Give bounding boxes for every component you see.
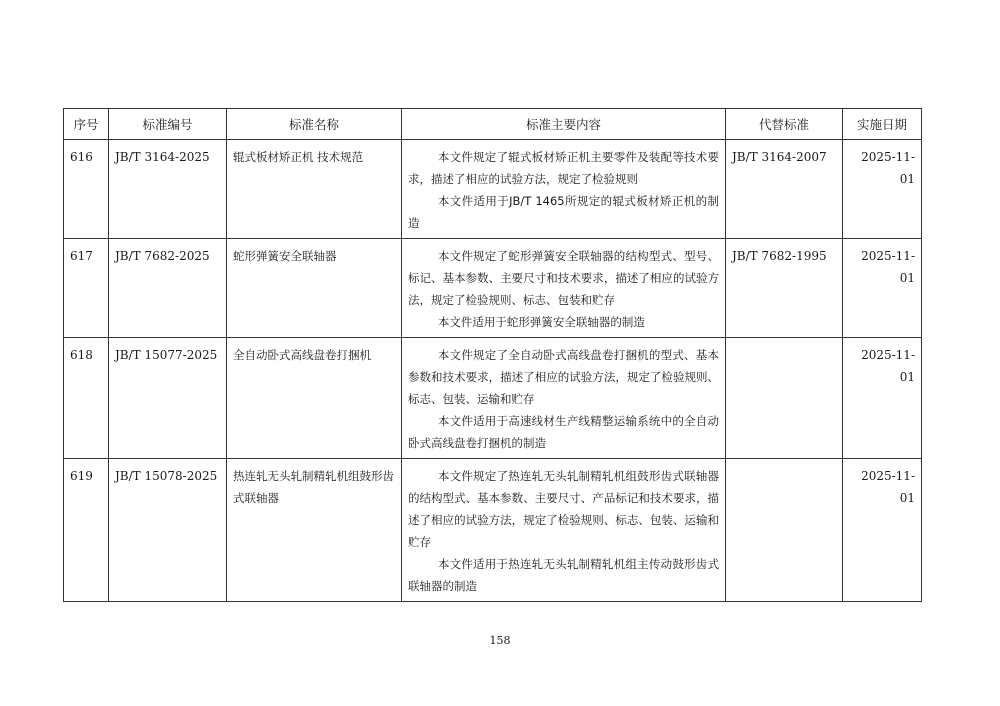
row-content	[402, 338, 726, 459]
header-replaces: 代替标准	[726, 109, 843, 140]
row-replaces	[726, 459, 843, 602]
row-date: 2025-11-01	[843, 140, 922, 239]
table-row	[64, 140, 922, 239]
row-replaces: JB/T 7682-1995	[726, 239, 843, 338]
header-name: 标准名称	[227, 109, 402, 140]
row-date: 2025-11-01	[843, 338, 922, 459]
content-scope: 本文件规定了全自动卧式高线盘卷打捆机的型式、基本参数和技术要求，描述了相应的试验方法，规定了检验规则、标志、包装、运输和贮存	[408, 348, 719, 406]
row-no: 618	[64, 338, 109, 459]
content-applicability: 本文件适用于热连轧无头轧制精轧机组主传动鼓形齿式联轴器的制造	[408, 557, 719, 593]
row-date: 2025-11-01	[843, 239, 922, 338]
header-code: 标准编号	[109, 109, 227, 140]
row-no: 616	[64, 140, 109, 239]
header-row	[64, 109, 922, 140]
content-applicability: 本文件适用于高速线材生产线精整运输系统中的全自动卧式高线盘卷打捆机的制造	[408, 414, 719, 450]
row-replaces: JB/T 3164-2007	[726, 140, 843, 239]
row-code: JB/T 15077-2025	[109, 338, 227, 459]
row-name: 蛇形弹簧安全联轴器	[227, 239, 402, 338]
table-row	[64, 459, 922, 602]
header-no: 序号	[64, 109, 109, 140]
row-date: 2025-11-01	[843, 459, 922, 602]
header-content: 标准主要内容	[402, 109, 726, 140]
row-name: 热连轧无头轧制精轧机组鼓形齿式联轴器	[227, 459, 402, 602]
row-name: 辊式板材矫正机 技术规范	[227, 140, 402, 239]
row-name: 全自动卧式高线盘卷打捆机	[227, 338, 402, 459]
content-applicability: 本文件适用于JB/T 1465所规定的辊式板材矫正机的制造	[408, 194, 719, 230]
header-date: 实施日期	[843, 109, 922, 140]
row-content	[402, 239, 726, 338]
content-scope: 本文件规定了热连轧无头轧制精轧机组鼓形齿式联轴器的结构型式、基本参数、主要尺寸、产品标记和技术要求，描述了相应的试验方法，规定了检验规则、标志、包装、运输和贮存	[408, 469, 719, 549]
table-row	[64, 239, 922, 338]
row-code: JB/T 7682-2025	[109, 239, 227, 338]
row-no: 619	[64, 459, 109, 602]
row-replaces	[726, 338, 843, 459]
content-scope: 本文件规定了辊式板材矫正机主要零件及装配等技术要求，描述了相应的试验方法，规定了检验规则	[408, 150, 719, 186]
row-code: JB/T 15078-2025	[109, 459, 227, 602]
standards-table	[63, 108, 922, 602]
page-number: 158	[489, 634, 511, 647]
row-content	[402, 459, 726, 602]
content-scope: 本文件规定了蛇形弹簧安全联轴器的结构型式、型号、标记、基本参数、主要尺寸和技术要求，描述了相应的试验方法，规定了检验规则、标志、包装和贮存	[408, 249, 719, 307]
content-applicability: 本文件适用于蛇形弹簧安全联轴器的制造	[437, 315, 645, 329]
table-row	[64, 338, 922, 459]
row-content	[402, 140, 726, 239]
row-no: 617	[64, 239, 109, 338]
row-code: JB/T 3164-2025	[109, 140, 227, 239]
